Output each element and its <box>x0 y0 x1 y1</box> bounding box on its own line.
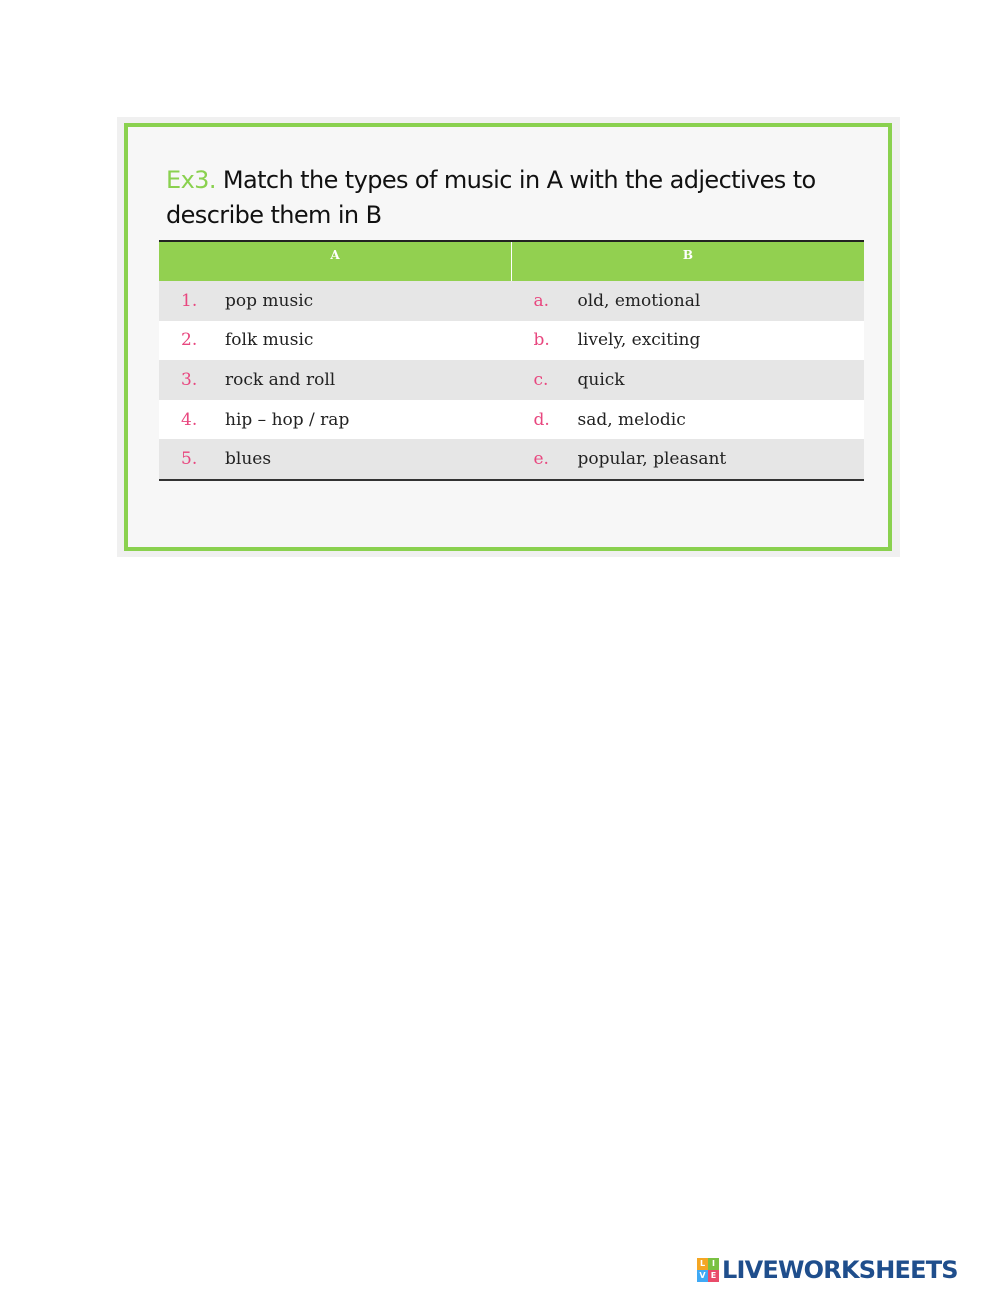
item-number: 2. <box>181 330 198 351</box>
adjectives: lively, exciting <box>577 330 701 351</box>
item-number: 4. <box>181 409 198 430</box>
matching-table <box>159 240 864 481</box>
column-b-cell <box>512 370 865 390</box>
column-a-cell <box>159 449 512 469</box>
column-b-cell <box>512 449 865 469</box>
item-letter: b. <box>533 330 550 351</box>
exercise-frame <box>124 123 892 551</box>
column-b-cell <box>512 291 865 311</box>
adjectives: quick <box>577 369 625 390</box>
table-row <box>159 439 864 481</box>
table-row <box>159 321 864 361</box>
table-row <box>159 360 864 400</box>
logo-tile: E <box>708 1270 719 1282</box>
table-header <box>159 240 864 281</box>
column-a-cell <box>159 410 512 430</box>
adjectives: popular, pleasant <box>577 449 727 470</box>
table-row <box>159 281 864 321</box>
brand-name: LIVEWORKSHEETS <box>722 1256 958 1284</box>
liveworksheets-logo-icon <box>697 1258 719 1282</box>
music-type: pop music <box>225 290 314 311</box>
column-a-cell <box>159 330 512 350</box>
column-header-a: A <box>159 242 512 281</box>
item-number: 3. <box>181 369 198 390</box>
music-type: folk music <box>225 330 314 351</box>
logo-tile: L <box>697 1258 708 1270</box>
item-number: 5. <box>181 449 198 470</box>
table-row <box>159 400 864 440</box>
adjectives: sad, melodic <box>577 409 686 430</box>
exercise-label: Ex3. <box>166 166 216 194</box>
music-type: blues <box>225 449 272 470</box>
music-type: rock and roll <box>225 369 336 390</box>
liveworksheets-brand <box>697 1256 958 1284</box>
music-type: hip – hop / rap <box>225 409 350 430</box>
logo-tile: I <box>708 1258 719 1270</box>
column-b-cell <box>512 410 865 430</box>
adjectives: old, emotional <box>577 290 701 311</box>
item-letter: c. <box>533 369 549 390</box>
item-letter: e. <box>533 449 549 470</box>
item-letter: d. <box>533 409 550 430</box>
exercise-instruction: Match the types of music in A with the adjectives to describe them in B <box>166 166 816 229</box>
column-a-cell <box>159 370 512 390</box>
column-header-b: B <box>682 248 694 262</box>
column-b-cell <box>512 330 865 350</box>
logo-tile: V <box>697 1270 708 1282</box>
exercise-heading <box>166 163 846 233</box>
item-letter: a. <box>533 290 550 311</box>
column-a-cell <box>159 291 512 311</box>
item-number: 1. <box>181 290 198 311</box>
